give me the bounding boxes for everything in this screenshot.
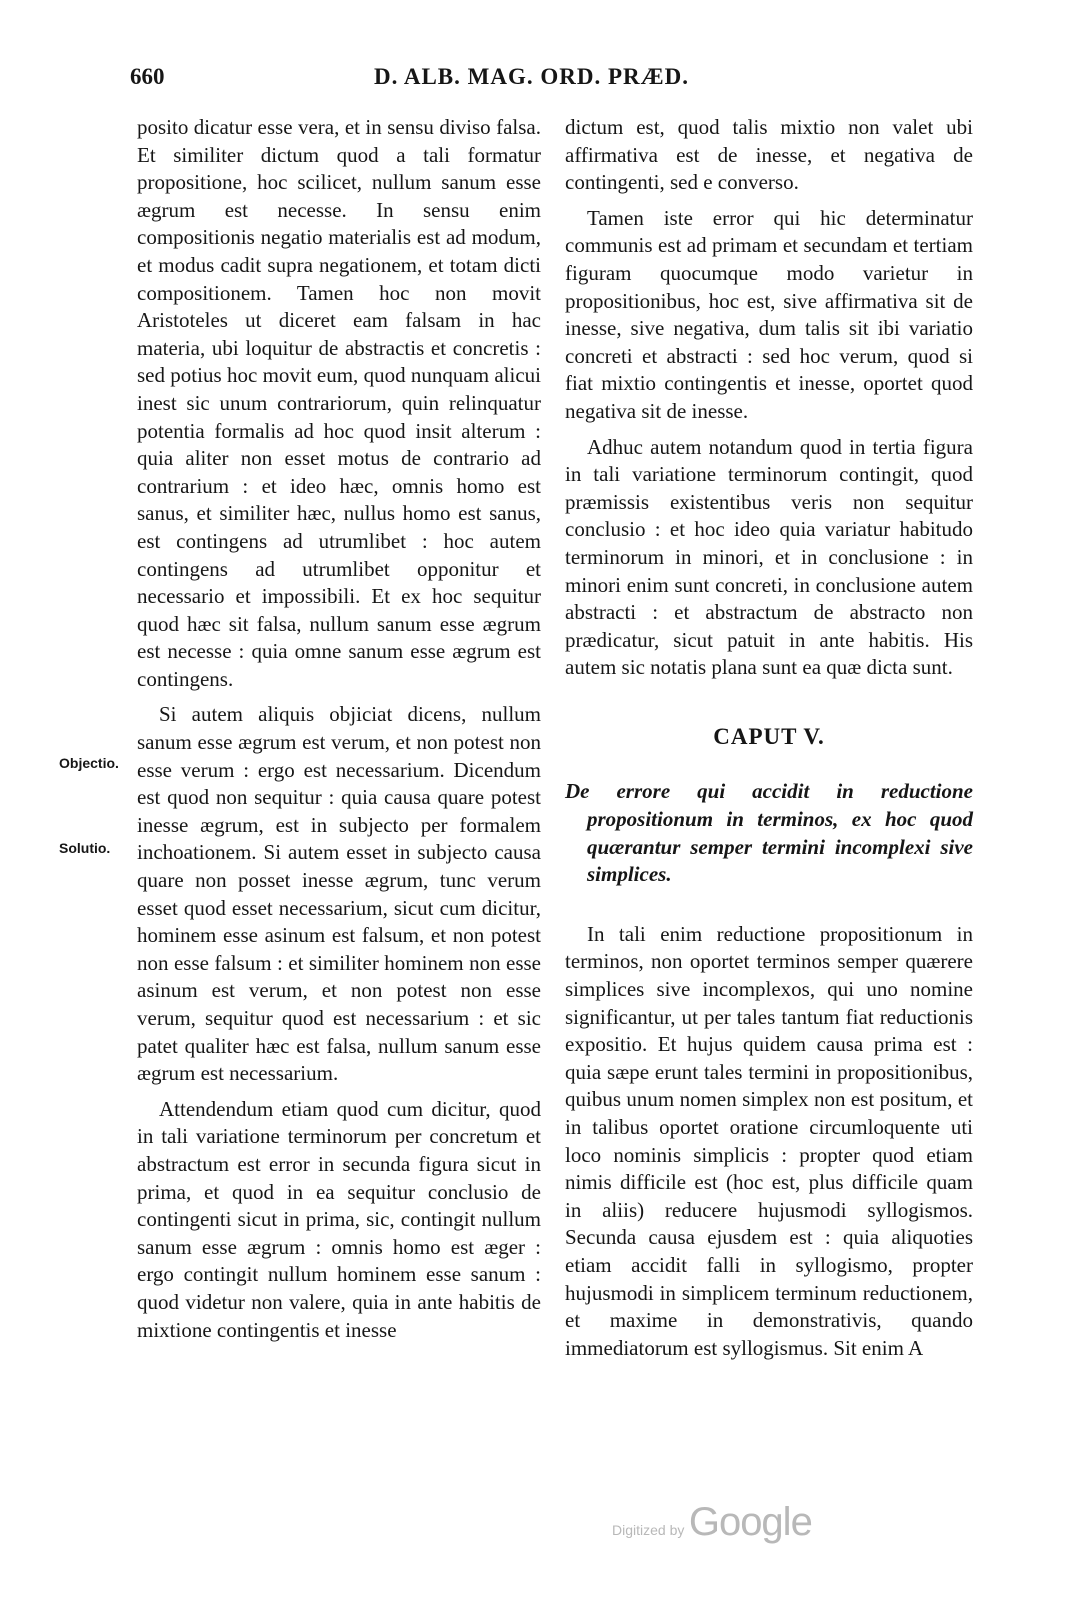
right-paragraph-4: In tali enim reductione propositionum in terminos, non oportet terminos semper quærere simplices sive incomplexos, qui uno nomine significantur, ut per tales tantum fiat reductionis expositio. Et hujus quidem causa prima est : quia sæpe erunt tales termini in propositionibus, quibus unum nomen simplex non est positum, et in talibus oportet oratione circumloquente uti loco nominis simplicis : propter quod etiam nimis difficile est (hoc est, plus difficile quam in aliis) reducere hujusmodi syllogismos. Secunda causa ejusdem est : quia aliquoties etiam accidit falli in syllogismo, propter hujusmodi in simplicem terminum reductionem, et maxime in demonstrativis, quando immediatorum est syllogismus. Sit enim A (565, 921, 973, 1360)
left-paragraph-3: Attendendum etiam quod cum dicitur, quod in tali variatione terminorum per concretum et abstractum est error in secunda figura sicut in prima, et quod in ea sequitur conclusio de contingenti sicut in prima, sic, contingit nullum sanum esse ægrum : omnis homo est æger : ergo contingit nullum hominem esse sanum : quod videtur non valere, quia in ante habitis de mixtione contingentis et inesse (137, 1096, 541, 1342)
page-number: 660 (130, 64, 165, 89)
right-column (565, 114, 973, 1362)
right-paragraph-3: Adhuc autem notandum quod in tertia figura in tali variatione terminorum contingit, quod præmissis existentibus veris non sequitur conclusio : et hoc ideo quia variatur habitudo terminorum in minori, et in conclusione : in minori enim sunt concreti, in conclusione autem abstracti : et abstractum de abstracto non prædicatur, sicut patuit in ante habitis. His autem sic notatis plana sunt ea quæ dicta sunt. (565, 434, 973, 680)
margin-note-objectio: Objectio. (59, 755, 119, 771)
digitized-by-text: Digitized by (612, 1522, 685, 1538)
margin-note-solutio: Solutio. (59, 840, 111, 856)
chapter-title: CAPUT V. (713, 723, 825, 749)
chapter-summary: De errore qui accidit in reductione propositionum in terminos, ex hoc quod quærantur semper termini incomplexi sive simplices. (565, 779, 973, 887)
digitized-by-watermark (612, 1500, 812, 1545)
left-paragraph-1: posito dicatur esse vera, et in sensu diviso falsa. Et similiter dictum quod a tali formatur propositione, hoc scilicet, nullum sanum esse ægrum est necesse. In sensu enim compositionis negatio materialis est ad modum, et modus cadit supra negationem, et totam dicti compositionem. Tamen hoc non movit Aristoteles ut diceret eam falsam in hac materia, ubi loquitur de abstractis et concretis : sed potius hoc movit eum, quod nunquam alicui inest sic unum contrariorum, quin relinquatur potentia formalis ad hoc quod insit alterum : quia aliter non esset motus de contrario ad contrarium : et ideo hæc, omnis homo est sanus, et similiter hæc, nullus homo est sanus, est contingens ad utrumlibet : hoc autem contingens ad utrumlibet opponitur et necessario et impossibili. Et ex hoc sequitur quod hæc sit falsa, nullum sanum esse ægrum est necesse : quia omne sanum esse ægrum est contingens. (137, 115, 541, 691)
right-paragraph-2: Tamen iste error qui hic determinatur communis est ad primam et secundam et tertiam figuram quocumque modo varietur in propositionibus, hoc est, sive affirmativa sit de inesse, sive negativa, dum talis sit ibi variatio concreti et abstracti : sed hoc verum, quod si fiat mixtio contingentis et inesse, oportet quod negativa sit de inesse. (565, 205, 973, 423)
left-paragraph-2: Si autem aliquis objiciat dicens, nullum sanum esse ægrum est verum, et non potest non esse verum : ergo est necessarium. Dicendum est quod non sequitur : quia causa quare potest inesse ægrum, est in subjecto per formalem inchoationem. Si autem esset in subjecto causa quare non posset inesse ægrum, tunc verum esset quod esset necessarium, sicut cum dicitur, hominem esse asinum est falsum, et non potest non esse falsum : et similiter hominem non esse asinum est verum, et non potest non esse verum, sequitur quod est necessarium : et sic patet qualiter hæc est falsa, nullum sanum esse ægrum est necessarium. (137, 702, 541, 1086)
left-column (137, 114, 541, 1344)
running-head: D. ALB. MAG. ORD. PRÆD. (374, 64, 689, 89)
right-paragraph-1: dictum est, quod talis mixtio non valet ubi affirmativa est de inesse, et negativa de contingenti, sed e converso. (565, 115, 973, 195)
google-logo: Google (688, 1500, 812, 1544)
